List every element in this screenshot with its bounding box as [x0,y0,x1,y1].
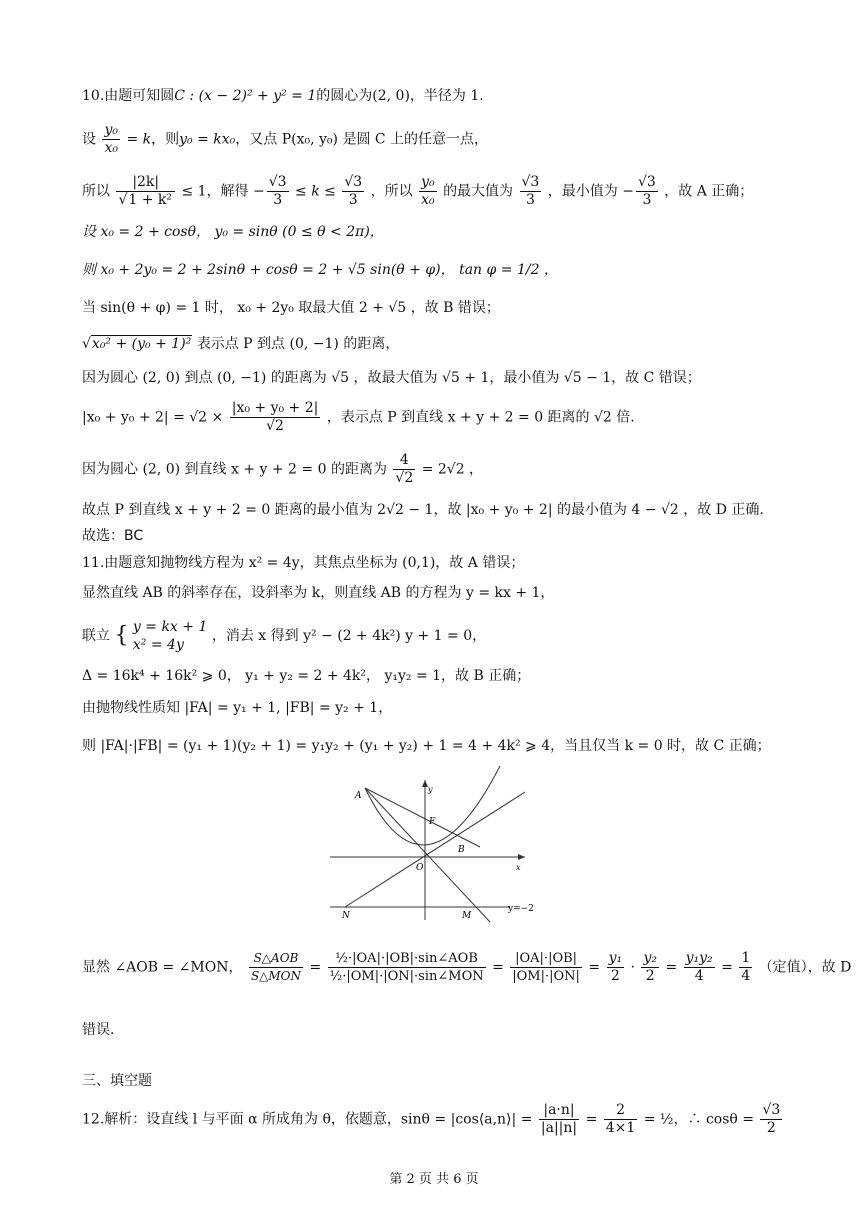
label-B: B [458,845,465,855]
p11-line-5: 由抛物线性质知 |FA| = y₁ + 1, |FB| = y₂ + 1， [82,700,393,716]
p10-line-9 [82,400,635,435]
text: ，消去 x 得到 y² − (2 + 4k²) y + 1 = 0， [211,628,487,644]
section-heading: 三、填空题 [82,1073,152,1089]
text: 的圆心为 [316,88,373,104]
fraction-lengths: $\frac{|OA|\cdot|OB|}{|OM|\cdot|ON|}$ [512,951,580,984]
text: （定值），故 D [758,959,852,976]
fraction-sine-areas: $\frac{\text{½·|OA|·|OB|·sin∠AOB}}{\text{½·|OM|·|ON|·sin∠MON}}$ [329,951,484,984]
p10-line-6: 当 sin(θ + φ) = 1 时， x₀ + 2y₀ 取最大值 2 + √5 ，故 B 错误； [82,300,500,316]
fraction-y1: $\frac{\text{y₁}}{2}$ [608,950,623,984]
text: ，故 A 正确； [664,183,754,200]
line-AO [365,788,490,922]
text: ，所以 [370,183,413,200]
fraction-4-root2: $\frac{4}{√2}$ [395,452,414,486]
fraction-one-quarter: $\frac{1}{4}$ [741,950,751,984]
p10-line-10 [82,452,483,487]
p10-line-4: 设 x₀ = 2 + cosθ， y₀ = sinθ (0 ≤ θ < 2π)， [82,224,384,240]
p11-line-8: 错误. [82,1022,115,1038]
text: ≤ 1，解得 [181,183,249,200]
label-directrix: y=−2 [508,904,534,914]
text: ，半径为 1. [409,88,484,104]
text: 的最大值为 [443,183,514,200]
sqrt-expression: x₀² + (y₀ + 1)² [91,336,192,352]
fraction-y0-x0: $\frac{\text{y₀}}{\text{x₀}}$ [104,122,118,156]
fraction-areas: $\frac{\text{S△AOB}}{\text{S△MON}}$ [250,951,302,983]
p10-line-3: 所以 $\frac{|2k|}{\text{√1 + k²}}$ ≤ 1，解得 − $\frac{√3}{3}$ ≤ k ≤ $\frac{√3}{3}$ ，所以 $\frac{\text{y₀}}{\text{x₀}}$ 的最大值为 $\frac{√3}{3}$ ，最小值为 − $\frac{√3}{3}$ ，故 A 正确； [82,174,754,208]
page-footer: 第 2 页 共 6 页 [389,1172,479,1187]
p11-line-7: 显然 ∠AOB = ∠MON， $\frac{\text{S△AOB}}{\text{S△MON}}$ = $\frac{\text{½·|OA|·|OB|·sin∠AOB}}{\text{½·|OM|·|ON|·sin∠MON}}$ = $\frac{|OA|\cdot|OB|}{|OM|\cdot|ON|}$ = $\frac{\text{y₁}}{2}$ · $\frac{\text{y₂}}{2}$ = $\frac{\text{y₁y₂}}{4}$ = $\frac{1}{4}$ （定值），故 D [82,950,852,984]
p10-line-8: 因为圆心 (2, 0) 到点 (0, −1) 的距离为 √5 ，故最大值为 √5 + 1，最小值为 √5 − 1，故 C 错误； [82,370,701,386]
circle-equation: C : (x − 2)² + y² = 1 [174,88,317,104]
label-F: F [429,817,436,827]
text: 显然 ∠AOB = ∠MON， [82,959,243,976]
p11-line-4: Δ = 16k⁴ + 16k² ⩾ 0， y₁ + y₂ = 2 + 4k²， y₁y₂ = 1，故 B 正确； [82,668,531,684]
text: 因为圆心 (2, 0) 到直线 x + y + 2 = 0 的距离为 [82,461,387,478]
equation: y₀ = kx₀ [179,131,236,148]
p10-line-1 [82,86,484,106]
fraction-root3-2: $\frac{√3}{2}$ [762,1102,781,1136]
label-N: N [342,911,350,921]
label-A: A [355,791,362,801]
fraction-y2: $\frac{\text{y₂}}{2}$ [643,950,657,984]
text: 表示点 P 到点 (0, −1) 的距离， [196,336,400,352]
text: ，则 [151,131,180,148]
p10-line-11: 故点 P 到直线 x + y + 2 = 0 距离的最小值为 2√2 − 1，故 |x₀ + y₀ + 2| 的最小值为 4 − √2 ，故 D 正确. [82,502,764,518]
fraction-dot-product: $\frac{|a\cdot n|}{|a||n|}$ [540,1102,578,1136]
label-O: O [416,863,424,873]
text: ，又点 P(x₀, y₀) 是圆 C 上的任意一点， [235,131,489,148]
p10-answer: 故选：BC [82,528,144,544]
p11-line-6: 则 |FA|·|FB| = (y₁ + 1)(y₂ + 1) = y₁y₂ + (y₁ + y₂) + 1 = 4 + 4k² ⩾ 4，当且仅当 k = 0 时，故 C 正确； [82,738,771,754]
p10-line-5: 则 x₀ + 2y₀ = 2 + 2sinθ + cosθ = 2 + √5 sin(θ + φ)， tan φ = 1/2 ， [82,262,558,278]
fraction-root3-3: $\frac{√3}{3}$ [521,174,540,208]
label-y: y [428,785,433,794]
p10-line-7: √x₀² + (y₀ + 1)² 表示点 P 到点 (0, −1) 的距离， [82,336,400,352]
fraction-y1y2: $\frac{\text{y₁y₂}}{4}$ [685,950,713,984]
fraction-2-over-4x1: $\frac{2}{4\times 1}$ [605,1102,636,1136]
label-x: x [516,863,521,872]
fraction-2k: $\frac{|2k|}{\text{√1 + k²}}$ [116,174,175,209]
text: 设 [82,131,96,148]
parabola-figure [330,762,534,922]
p11-line-3: 联立 { y = kx + 1 x² = 4y ，消去 x 得到 y² − (2 + 4k²) y + 1 = 0， [82,619,487,653]
line-BO [345,792,525,907]
text: = ½，∴ cosθ = [643,1111,755,1128]
text: ≤ k ≤ [295,183,336,200]
fraction-y0-x0: $\frac{\text{y₀}}{\text{x₀}}$ [421,174,435,208]
text: ，最小值为 [547,183,618,200]
fraction-root3-3: $\frac{√3}{3}$ [637,174,656,208]
text: 所以 [82,183,110,200]
fraction-abs-root2: $\frac{\text{|x₀ + y₀ + 2|}}{√2}$ [231,400,319,434]
label-M: M [462,911,472,921]
p12-line-1: 12.解析：设直线 l 与平面 α 所成角为 θ，依题意，sinθ = |cos⟨a,n⟩| = $\frac{|a\cdot n|}{|a||n|}$ = $\frac{2}{4\times 1}$ = ½，∴ cosθ = $\frac{√3}{2}$ [82,1102,781,1136]
p10-line-2: 设 $\frac{\text{y₀}}{\text{x₀}}$ = k，则y₀ = kx₀，又点 P(x₀, y₀) 是圆 C 上的任意一点， [82,122,489,156]
x-axis-arrow [518,854,525,860]
text: 12.解析：设直线 l 与平面 α 所成角为 θ，依题意，sinθ = |cos⟨a,n⟩| = [82,1111,533,1128]
equation-system: y = kx + 1 x² = 4y [132,619,208,653]
text: 联立 [82,628,110,644]
text: = 2√2 ， [421,461,484,478]
text: |x₀ + y₀ + 2| = √2 × [82,409,224,426]
fraction-root3-3: $\frac{√3}{3}$ [268,174,287,208]
center-coord: (2, 0) [372,88,410,104]
parabola-curve [365,766,500,845]
text: ，表示点 P 到直线 x + y + 2 = 0 距离的 √2 倍. [326,409,635,426]
fraction-root3-3: $\frac{√3}{3}$ [344,174,363,208]
text: 10.由题可知圆 [82,88,175,104]
p11-line-1: 11.由题意知抛物线方程为 x² = 4y，其焦点坐标为 (0,1)，故 A 错误； [82,555,525,571]
p11-line-2: 显然直线 AB 的斜率存在，设斜率为 k，则直线 AB 的方程为 y = kx + 1， [82,585,555,601]
